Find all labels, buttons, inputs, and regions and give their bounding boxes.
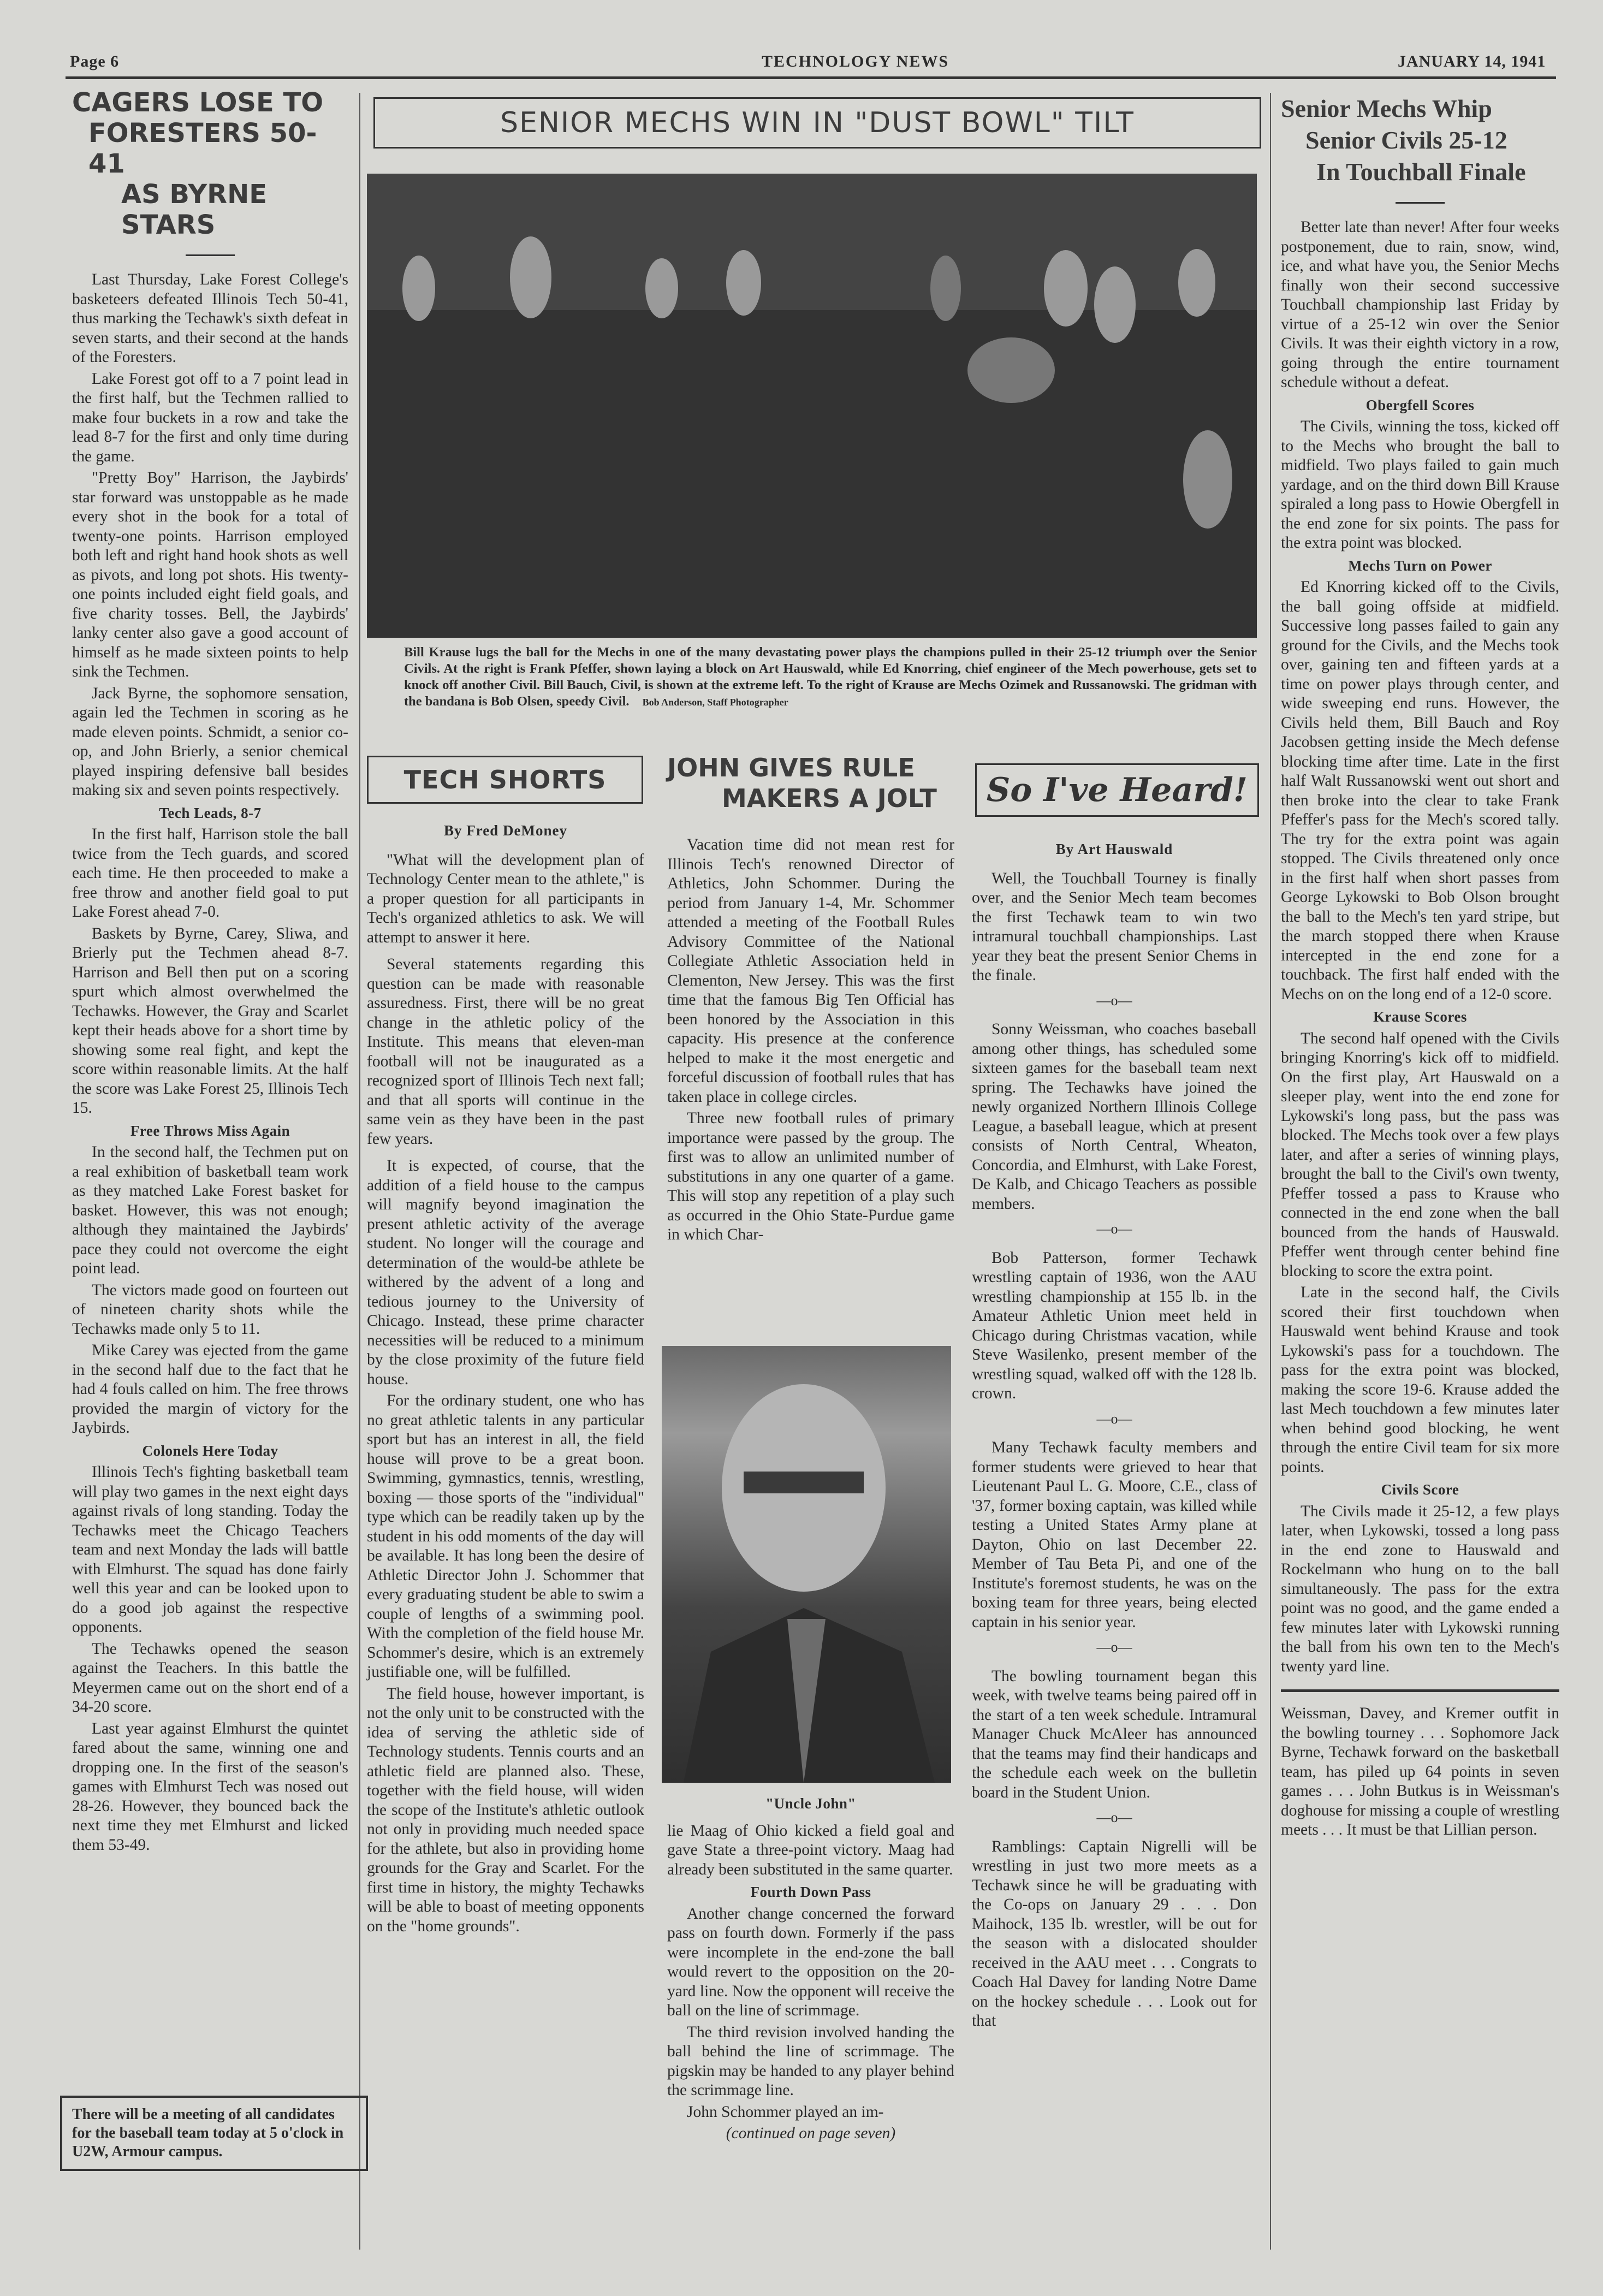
column-rule	[1281, 1689, 1559, 1692]
separator: —o—	[1096, 1221, 1132, 1237]
paragraph: Several statements regarding this question can be made with reasonable assuredness. First, there will be no great change in the athletic policy of the Institute. This means that eleven-man football will not be inaugurated as a recognized sport of Illinois Tech next fall; and that all sports will continue in the same vein as they have been in the past few years.	[367, 956, 644, 1148]
whip-article	[1281, 93, 1559, 1842]
cagers-article	[72, 87, 348, 1857]
paragraph: "What will the development plan of Technology Center mean to the athlete," is a proper question for all participants in Tech's organized athletics to ask. We will attempt to answer it here.	[367, 851, 644, 946]
paragraph: "Pretty Boy" Harrison, the Jaybirds' star forward was unstoppable as he made every shot in the book for a total of twenty-one points. Harrison employed both left and right hand hook shots as well as pivots, and long pot shots. His twenty-one points included eight field goals, and five charity tosses. Bell, the Jaybirds' lanky center also gave a good account of himself as he made sixteen points to help sink the Techmen.	[72, 469, 348, 680]
paragraph: The Techawks opened the season against the Teachers. In this battle the Meyermen came out on the short end of a 34-20 score.	[72, 1640, 348, 1716]
subhead: Krause Scores	[1373, 1008, 1467, 1025]
tech-shorts-article	[367, 817, 644, 1938]
paragraph: The field house, however important, is not the only unit to be constructed with the idea of serving the athletic side of Technology students. Tennis courts and an athletic field are planned also. These, together with the field house, will widen the scope of the Institute's athletic outlook not only in providing much needed space for the athlete, but also in providing home grounds for the Gray and Scarlet. For the first time in history, the mighty Techawks will be able to boast of meeting opponents on the "home grounds".	[367, 1684, 644, 1935]
dustbowl-caption	[404, 644, 1257, 710]
whip-headline-line: In Touchball Finale	[1316, 158, 1526, 186]
paragraph: The Civils, winning the toss, kicked off to the Mechs who brought the ball to midfield. Two plays failed to gain much yardage, and on the third down Bill Krause spiraled a long pass to Howie Obergfell in the end zone for six points. The pass for the extra point was blocked.	[1281, 418, 1559, 551]
page-number: Page 6	[70, 52, 120, 70]
heard-headline-box	[975, 763, 1259, 817]
john-article	[667, 752, 954, 1247]
paragraph: For the ordinary student, one who has no great athletic talents in any particular sport but has an interest in all, the field house will prove to be a great boon. Swimming, gymnastics, tennis, wrestling, boxing — those sports of the "individual" type which can be readily taken up by the student in his odd moments of the day will be available. It has long been the desire of Athletic Director John J. Schommer that every graduating student be able to swim a couple of lengths of a swimming pool. With the completion of the field house Mr. Schommer's desire, which is an extremely justifiable one, will be fulfilled.	[367, 1392, 644, 1681]
subhead: Free Throws Miss Again	[130, 1122, 290, 1139]
tech-shorts-headline: TECH SHORTS	[403, 765, 607, 794]
subhead: Colonels Here Today	[142, 1442, 278, 1459]
column-divider	[359, 93, 360, 2250]
headline-rule	[1396, 202, 1445, 204]
paragraph: Three new football rules of primary importance were passed by the group. The first was to allow an unlimited number of substitutions in any one quarter of a game. This will stop any repetition of a play such as occurred in the Ohio State-Purdue game in which Char-	[667, 1110, 954, 1243]
subhead: Obergfell Scores	[1365, 396, 1475, 413]
separator: —o—	[1096, 1809, 1132, 1825]
dustbowl-caption-text: Bill Krause lugs the ball for the Mechs in one of the many devastating power plays the champions pulled in their 25-12 triumph over the Senior Civils. At the right is Frank Pfeffer, shown laying a block on Art Hauswald, while Ed Knorring, chief engineer of the Mech powerhouse, gets set to knock off another Civil. Bill Bauch, Civil, is shown at the extreme left. To the right of Krause are Mechs Ozimek and Russanowski. The gridman with the bandana is Bob Olsen, speedy Civil.	[404, 645, 1257, 709]
whip-headline-line: Senior Mechs Whip	[1281, 94, 1492, 122]
separator: —o—	[1096, 992, 1132, 1008]
subhead: Civils Score	[1381, 1481, 1459, 1498]
whip-headline-line: Senior Civils 25-12	[1305, 126, 1507, 154]
paragraph: The bowling tournament began this week, with twelve teams being paired off in the start of a ten week schedule. Intramural Manager Chuck McAleer has announced that the teams may find their handicaps and the schedule each week on the bulletin board in the Student Union.	[972, 1667, 1257, 1801]
paragraph: It is expected, of course, that the addition of a field house to the campus will magnify beyond imagination the present athletic activity of the average student. No longer will the courage and determination of the would-be athlete be withered by the advent of a long and tedious journey to the University of Chicago. Instead, these prime character necessities will be reduced to a minimum by the close proximity of the future field house.	[367, 1157, 644, 1388]
paragraph: Better late than never! After four weeks postponement, due to rain, snow, wind, ice, and what have you, the Senior Mechs finally won their second successive Touchball championship last Friday by virtue of a 25-12 win over the Senior Civils. It was their eighth victory in a row, going through the entire tournament schedule without a defeat.	[1281, 218, 1559, 391]
paragraph: Well, the Touchball Tourney is finally over, and the Senior Mech team becomes the first Techawk team to win two intramural touchball championships. Last year they beat the present Senior Chems in the finale.	[972, 869, 1257, 984]
paragraph: Sonny Weissman, who coaches baseball among other things, has scheduled some sixteen games for the baseball team next spring. The Techawks have joined the newly organized Northern Illinois College League, a baseball league, which at present consists of North Central, Wheaton, Concordia, and Elmhurst, with Lake Forest, De Kalb, and Chicago Teachers as possible members.	[972, 1021, 1257, 1213]
separator: —o—	[1096, 1410, 1132, 1427]
paragraph: Late in the second half, the Civils scored their first touchdown when Hauswald went behind Krause and took Lykowski's pass for a touchdown. The pass for the extra point was blocked, making the score 19-6. Krause added the last Mech touchdown a few minutes later when behind good blocking, he went through the entire Civil team for six more points.	[1281, 1284, 1559, 1476]
john-article-cont	[667, 1791, 954, 2144]
paper-name: TECHNOLOGY NEWS	[762, 52, 949, 70]
paragraph: In the first half, Harrison stole the ball twice from the Tech guards, and scored each time. He then proceeded to make a free throw and another field goal to put Lake Forest ahead 7-0.	[72, 826, 348, 921]
separator: —o—	[1096, 1639, 1132, 1655]
paragraph: Another change concerned the forward pass on fourth down. Formerly if the pass were incomplete in the end-zone the ball would revert to the opposition on the 20-yard line. Now the opponent will receive the ball on the line of scrimmage.	[667, 1905, 954, 2019]
paragraph: Baskets by Byrne, Carey, Sliwa, and Brierly put the Techmen ahead 8-7. Harrison and Bell then put on a scoring spurt which almost overwhelmed the Techawks. However, the Gray and Scarlet kept their heads above for a short time by showing some real fight, and kept the score within reasonable limits. At the half the score was Lake Forest 25, Illinois Tech 15.	[72, 924, 348, 1117]
dustbowl-headline-box	[373, 97, 1261, 149]
cagers-headline	[72, 87, 348, 240]
paragraph: Illinois Tech's fighting basketball team will play two games in the next eight days against rivals of long standing. Today the Techawks meet the Chicago Teachers team and next Monday the lads will battle with Elmhurst. The squad has done fairly well this year and can be looked upon to do a good job against the respective opponents.	[72, 1463, 348, 1636]
paragraph: Vacation time did not mean rest for Illinois Tech's renowned Director of Athletics, John Schommer. During the period from January 1-4, Mr. Schommer attended a meeting of the Football Rules Advisory Committee of the National Collegiate Athletic Association held in Clementon, New Jersey. This was the first time that the famous Big Ten Official has been honored by the Association in this capacity. His presence at the conference helped to make it the most energetic and forceful discussion of football rules that has taken place in college circles.	[667, 836, 954, 1106]
john-headline-line: MAKERS A JOLT	[722, 784, 937, 813]
paragraph: Many Techawk faculty members and former students were grieved to hear that Lieutenant Paul L. G. Moore, C.E., class of '37, former boxing captain, was killed while testing a United States Army plane at Dayton, Ohio on last December 22. Member of Tau Beta Pi, and one of the Institute's foremost students, he was on the boxing team for three years, being elected captain in his senior year.	[972, 1439, 1257, 1631]
issue-date: JANUARY 14, 1941	[1398, 52, 1546, 70]
football-photo-scene	[367, 174, 1257, 638]
paragraph: Ramblings: Captain Nigrelli will be wrestling in just two more meets as a Techawk since he will be graduating with the Co-ops on January 29 . . . Don Maihock, 135 lb. wrestler, will be out for the season with a dislocated shoulder received in the AAU meet . . . Congrats to Coach Hal Davey for landing Notre Dame on the hockey schedule . . . Look out for that	[972, 1837, 1257, 2030]
paragraph: Lake Forest got off to a 7 point lead in the first half, but the Techmen rallied to make four buckets in a row and take the lead 8-7 for the first and only time during the game.	[72, 370, 348, 465]
paragraph: John Schommer played an im-	[687, 2103, 884, 2121]
paragraph: The second half opened with the Civils bringing Knorring's kick off to midfield. On the first play, Art Hauswald on a sleeper play, went into the end zone for Lykowski's long pass, but the pass was blocked. The Mechs took over a few plays later, and after a series of winning plays, brought the ball to the Civil's own twenty, Pfeffer tossed a pass to Krause who connected in the end zone when the ball bounced from the hands of Hauswald. Pfeffer went through center behind fine blocking to score the extra point.	[1281, 1029, 1559, 1280]
cagers-headline-line: CAGERS LOSE TO	[72, 87, 324, 118]
cagers-headline-line: FORESTERS 50-41	[88, 118, 317, 179]
john-headline-line: JOHN GIVES RULE	[667, 753, 915, 782]
paragraph: Bob Patterson, former Techawk wrestling captain of 1936, won the AAU wrestling championship at 155 lb. in the Amateur Athletic Union meet held in Chicago during Christmas vacation, while Steve Wasilenko, present member of the wrestling squad, walked off with the 128 lb. crown.	[972, 1249, 1257, 1402]
tech-shorts-headline-box	[367, 756, 643, 804]
dustbowl-headline: SENIOR MECHS WIN IN "DUST BOWL" TILT	[500, 106, 1135, 139]
paragraph: Weissman, Davey, and Kremer outfit in the bowling tourney . . . Sophomore Jack Byrne, Techawk forward on the basketball team, has piled up 64 points in seven games . . . John Butkus is in Weissman's doghouse for missing a couple of wrestling meets . . . It must be that Lillian person.	[1281, 1705, 1559, 1838]
headline-rule	[186, 254, 235, 256]
cagers-headline-line: AS BYRNE STARS	[121, 179, 268, 240]
paragraph: The Civils made it 25-12, a few plays later, when Lykowski, tossed a long pass in the end zone to Hauswald and Rockelmann who hung on to the ball simultaneously. The pass for the extra point was no good, and the game ended a few minutes later with Lykowski running the ball from his own ten to the Mech's twenty yard line.	[1281, 1502, 1559, 1675]
subhead: Mechs Turn on Power	[1348, 557, 1492, 574]
subhead: Fourth Down Pass	[750, 1884, 871, 1900]
heard-article	[972, 835, 1257, 2033]
schommer-portrait-figure	[662, 1346, 951, 1783]
byline: By Art Hauswald	[1055, 841, 1173, 857]
paragraph: The third revision involved handing the ball behind the line of scrimmage. The pigskin may be handed to any player behind the scrimmage line.	[667, 2023, 954, 2099]
schommer-portrait	[662, 1346, 951, 1783]
paragraph: Jack Byrne, the sophomore sensation, again led the Techmen in scoring as he made eleven points. Schmidt, a senior co-op, and John Brierly, a senior chemical played inspiring defensive ball besides making six and seven points respectively.	[72, 684, 348, 799]
heard-headline: So I've Heard!	[986, 771, 1248, 809]
photo-credit: Bob Anderson, Staff Photographer	[642, 697, 788, 708]
column-divider	[1270, 93, 1271, 2250]
paragraph: Last Thursday, Lake Forest College's basketeers defeated Illinois Tech 50-41, thus marking the Techawk's sixth defeat in seven starts, and their second at the hands of the Foresters.	[72, 271, 348, 366]
masthead-rule	[66, 76, 1556, 79]
continued-note: (continued on page seven)	[726, 2125, 896, 2142]
subhead: Tech Leads, 8-7	[159, 804, 262, 821]
john-headline	[667, 752, 954, 814]
paragraph: Ed Knorring kicked off to the Civils, the ball going offside at midfield. Successive long passes failed to gain any ground for the Civils, and the Mechs took over, gaining ten and fifteen yards at a time on power plays through center, and wide sweeping end runs. However, the Civils held them, Bill Bauch and Roy Jacobsen getting inside the Mech defense blocking time after time. Late in the first half Walt Russanowski went out short and then broke into the clear to take Frank Pfeffer's pass for the Mech's scored tally. The try for the extra point was again stopped. The Civils threatened only once in the first half when short passes from George Lykowski to Bob Olson brought the ball to the Mech's ten yard stripe, but the march stopped there when Krause intercepted in the end zone for a touchback. The first half ended with the Mechs on on the long end of a 12-0 score.	[1281, 578, 1559, 1003]
paragraph: Mike Carey was ejected from the game in the second half due to the fact that he had 4 fouls called on him. The free throws provided the margin of victory for the Jaybirds.	[72, 1342, 348, 1437]
paragraph: Last year against Elmhurst the quintet fared about the same, winning one and dropping one. In the first of the season's games with Elmhurst Tech was nosed out 28-26. However, they bounced back the next time they met Elmhurst and licked them 53-49.	[72, 1719, 348, 1854]
paragraph: In the second half, the Techmen put on a real exhibition of basketball team work as they matched Lake Forest basket for basket. However, this was not enough; although they maintained the Jaybirds' pace they could not overcome the eight point lead.	[72, 1143, 348, 1277]
byline: By Fred DeMoney	[444, 822, 567, 839]
paragraph: lie Maag of Ohio kicked a field goal and gave State a three-point victory. Maag had already been substituted in the same quarter.	[667, 1822, 954, 1878]
paragraph: The victors made good on fourteen out of nineteen charity shots while the Techawks made only 5 to 11.	[72, 1281, 348, 1338]
whip-headline	[1281, 93, 1559, 188]
portrait-caption: "Uncle John"	[765, 1795, 856, 1812]
football-photo	[367, 174, 1257, 638]
baseball-notice: There will be a meeting of all candidates for the baseball team today at 5 o'clock in U2W, Armour campus.	[60, 2096, 368, 2171]
